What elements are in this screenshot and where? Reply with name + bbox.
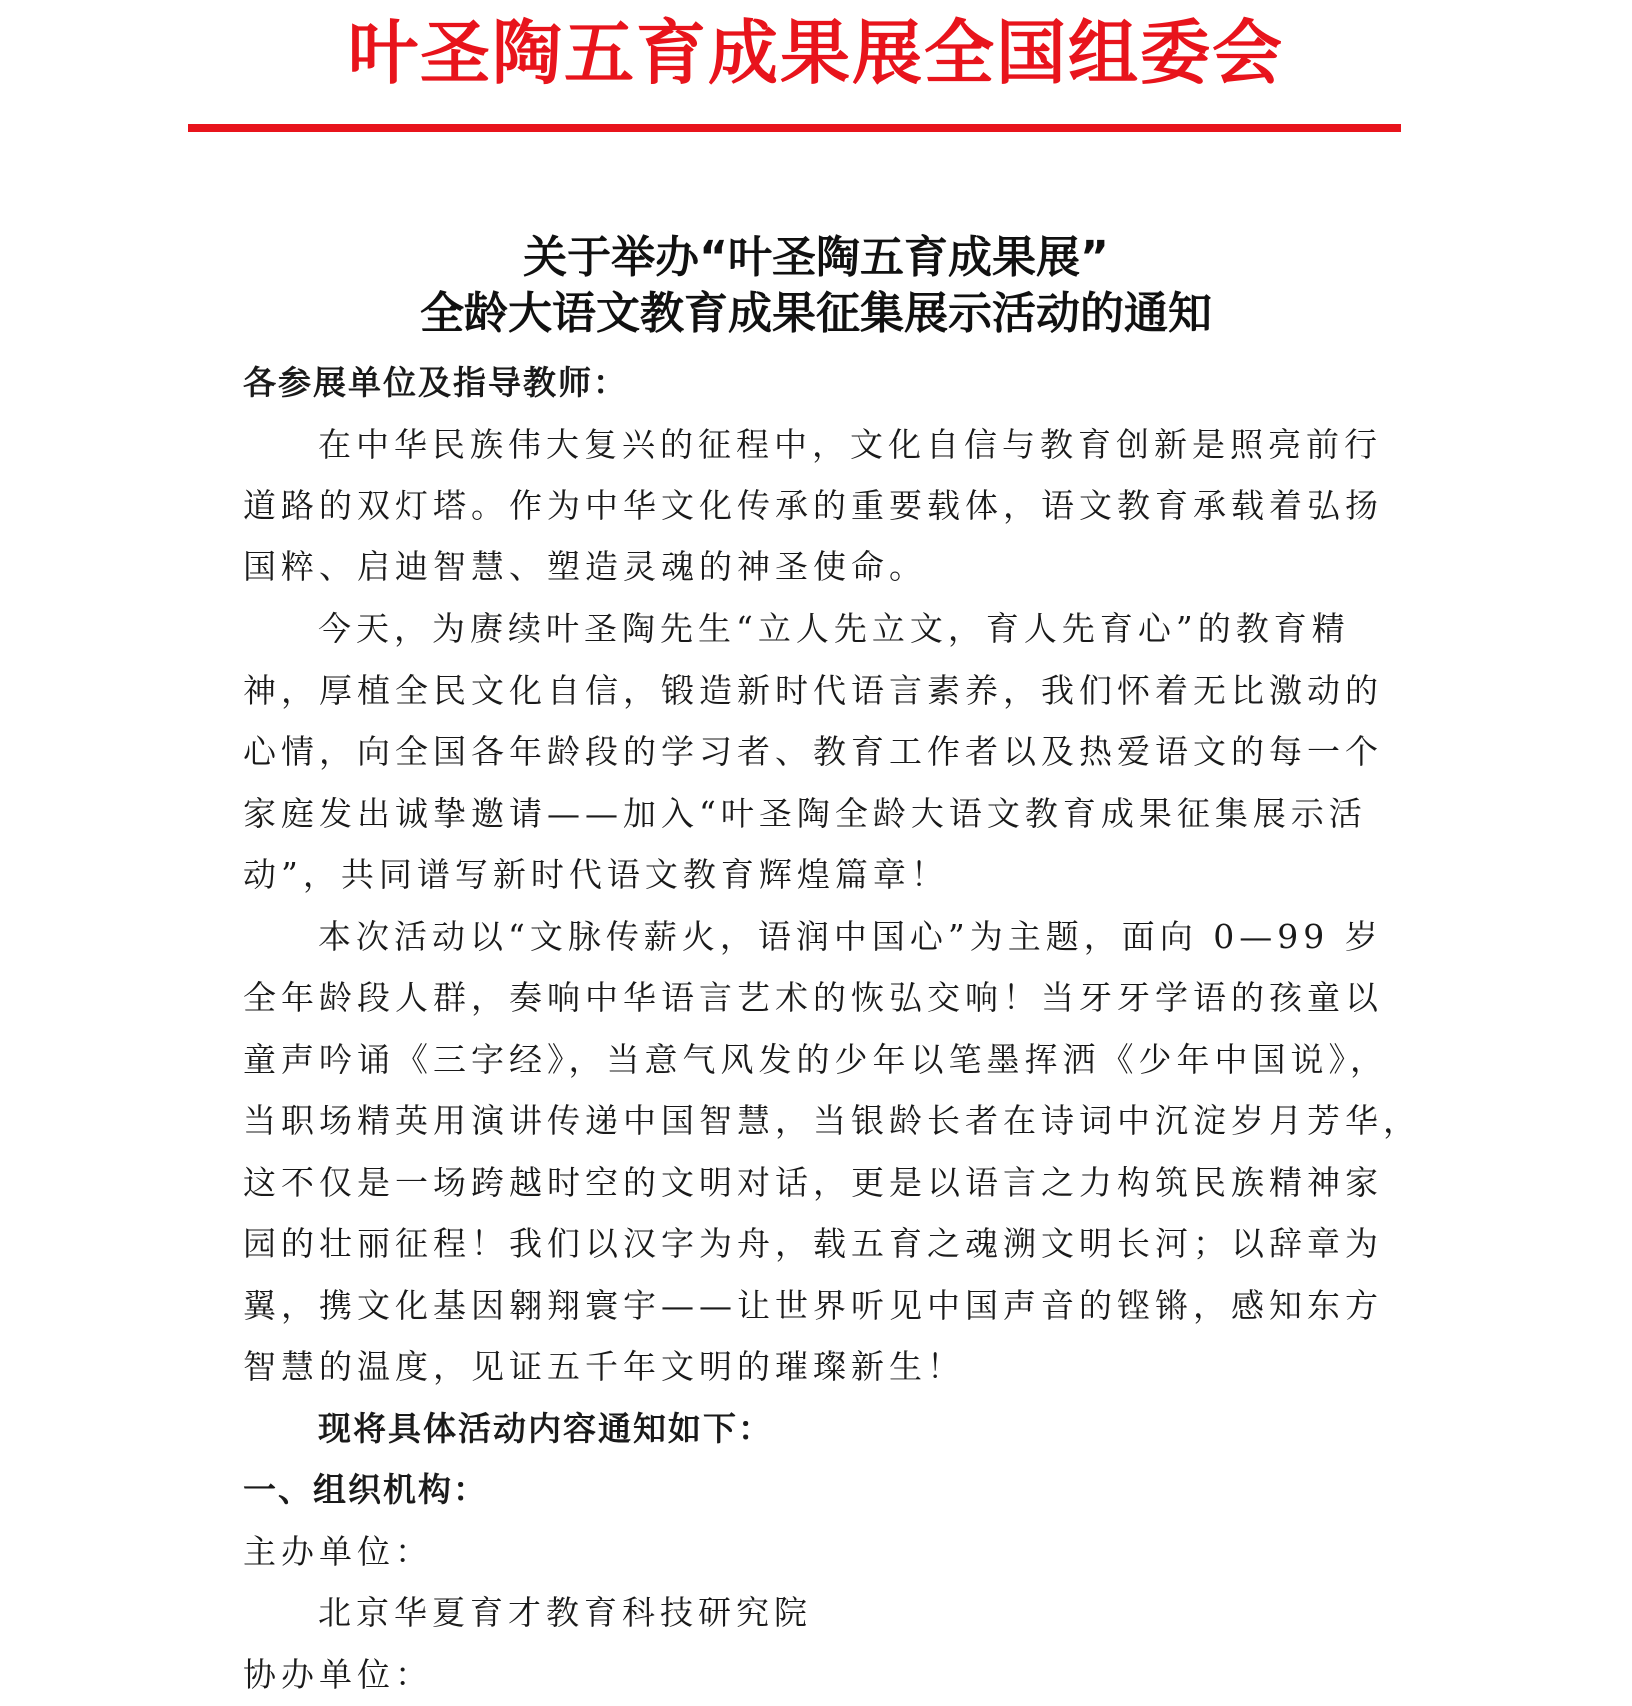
host-label: 主办单位： [243,1532,433,1571]
paragraph-1-line-2: 道路的双灯塔。作为中华文化传承的重要载体，语文教育承载着弘扬 [243,486,1383,525]
notice-intro: 现将具体活动内容通知如下： [318,1409,773,1448]
paragraph-2-line-4: 家庭发出诚挚邀请——加入“叶圣陶全龄大语文教育成果征集展示活 [243,794,1367,833]
paragraph-2-line-1: 今天，为赓续叶圣陶先生“立人先立文，育人先育心”的教育精 [318,609,1350,648]
paragraph-3-line-7: 翼，携文化基因翱翔寰宇——让世界听见中国声音的铿锵，感知东方 [243,1286,1383,1325]
paragraph-3-line-5: 这不仅是一场跨越时空的文明对话，更是以语言之力构筑民族精神家 [243,1163,1383,1202]
notice-title-line-2: 全龄大语文教育成果征集展示活动的通知 [420,288,1212,339]
paragraph-1-line-1: 在中华民族伟大复兴的征程中，文化自信与教育创新是照亮前行 [318,425,1382,464]
notice-title-line-1: 关于举办“叶圣陶五育成果展” [523,232,1109,283]
paragraph-3-line-6: 园的壮丽征程！我们以汉字为舟，载五育之魂溯文明长河；以辞章为 [243,1224,1383,1263]
section-1-heading: 一、组织机构： [243,1470,488,1509]
paragraph-2-line-5: 动”，共同谱写新时代语文教育辉煌篇章！ [243,855,949,894]
letterhead-red-rule [188,124,1401,132]
paragraph-2-line-2: 神，厚植全民文化自信，锻造新时代语言素养，我们怀着无比激动的 [243,671,1383,710]
co-organizer-label: 协办单位： [243,1655,433,1694]
paragraph-3-line-4: 当职场精英用演讲传递中国智慧，当银龄长者在诗词中沉淀岁月芳华， [243,1101,1421,1140]
paragraph-1-line-3: 国粹、启迪智慧、塑造灵魂的神圣使命。 [243,547,927,586]
host-value: 北京华夏育才教育科技研究院 [318,1593,812,1632]
paragraph-3-line-2: 全年龄段人群，奏响中华语言艺术的恢弘交响！当牙牙学语的孩童以 [243,978,1383,1017]
paragraph-2-line-3: 心情，向全国各年龄段的学习者、教育工作者以及热爱语文的每一个 [243,732,1383,771]
paragraph-3-line-3: 童声吟诵《三字经》，当意气风发的少年以笔墨挥洒《少年中国说》， [243,1040,1388,1079]
paragraph-3-line-1: 本次活动以“文脉传薪火，语润中国心”为主题，面向 0—99 岁 [318,917,1383,956]
paragraph-3-line-8: 智慧的温度，见证五千年文明的璀璨新生！ [243,1347,965,1386]
letterhead-org-name: 叶圣陶五育成果展全国组委会 [348,12,1284,94]
salutation: 各参展单位及指导教师： [243,363,628,402]
